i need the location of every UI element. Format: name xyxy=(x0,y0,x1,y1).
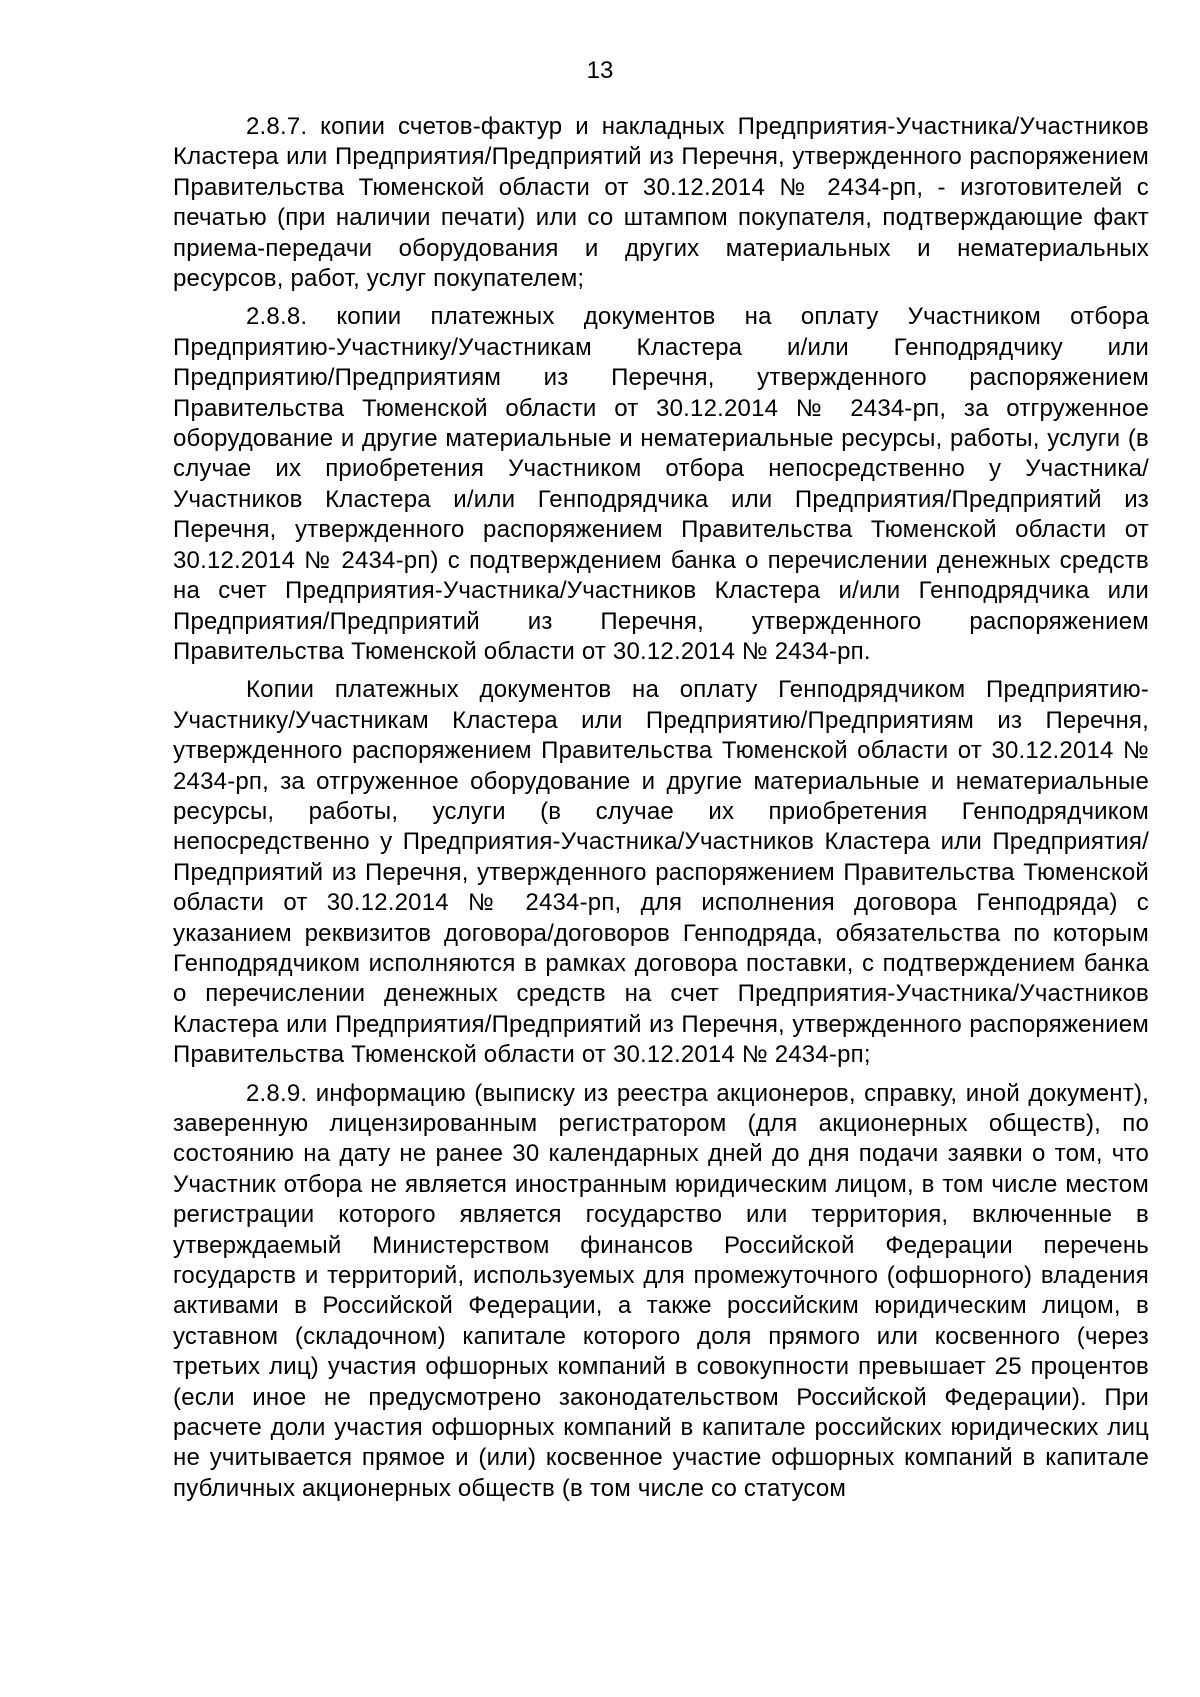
paragraph-2-8-7: 2.8.7. копии счетов-фактур и накладных Предприятия-Участника/Участников Кластера или Предприятия/Предприятий из Перечня, утвержденного распоряжением Правительства Тюменской области от 30.12.2014 № 2434-рп, - изготовителей с печатью (при наличии печати) или со штампом покупателя, подтверждающие факт приема-передачи оборудования и других материальных и нематериальных ресурсов, работ, услуг покупателем; xyxy=(173,113,1149,293)
paragraph-2-8-9: 2.8.9. информацию (выписку из реестра акционеров, справку, иной документ), заверенную лицензированным регистратором (для акционерных обществ), по состоянию на дату не ранее 30 календарных дней до дня подачи заявки о том, что Участник отбора не является иностранным юридическим лицом, в том числе местом регистрации которого является государство или территория, включенные в утверждаемый Министерством финансов Российской Федерации перечень государств и территорий, используемых для промежуточного (офшорного) владения активами в Российской Федерации, а также российским юридическим лицом, в уставном (складочном) капитале которого доля прямого или косвенного (через третьих лиц) участия офшорных компаний в совокупности превышает 25 процентов (если иное не предусмотрено законодательством Российской Федерации). При расчете доли участия офшорных компаний в капитале российских юридических лиц не учитывается прямое и (или) косвенное участие офшорных компаний в капитале публичных акционерных обществ (в том числе со статусом xyxy=(173,1079,1149,1502)
document-body xyxy=(173,112,1149,1512)
paragraph-payment-copies: Копии платежных документов на оплату Генподрядчиком Предприятию-Участнику/Участникам Кластера или Предприятию/Предприятиям из Перечня, утвержденного распоряжением Правительства Тюменской области от 30.12.2014 № 2434-рп, за отгруженное оборудование и другие материальные и нематериальные ресурсы, работы, услуги (в случае их приобретения Генподрядчиком непосредственно у Предприятия-Участника/Участников Кластера или Предприятия/Предприятий из Перечня, утвержденного распоряжением Правительства Тюменской области от 30.12.2014 № 2434-рп, для исполнения договора Генподряда) с указанием реквизитов договора/договоров Генподряда, обязательства по которым Генподрядчиком исполняются в рамках договора поставки, с подтверждением банка о перечислении денежных средств на счет Предприятия-Участника/Участников Кластера или Предприятия/Предприятий из Перечня, утвержденного распоряжением Правительства Тюменской области от 30.12.2014 № 2434-рп; xyxy=(173,676,1149,1069)
page-number: 13 xyxy=(586,57,614,84)
paragraph-2-8-8: 2.8.8. копии платежных документов на оплату Участником отбора Предприятию-Участнику/Участникам Кластера и/или Генподрядчику или Предприятию/Предприятиям из Перечня, утвержденного распоряжением Правительства Тюменской области от 30.12.2014 № 2434-рп, за отгруженное оборудование и другие материальные и нематериальные ресурсы, работы, услуги (в случае их приобретения Участником отбора непосредственно у Участника/Участников Кластера и/или Генподрядчика или Предприятия/Предприятий из Перечня, утвержденного распоряжением Правительства Тюменской области от 30.12.2014 № 2434-рп) с подтверждением банка о перечислении денежных средств на счет Предприятия-Участника/Участников Кластера и/или Генподрядчика или Предприятия/Предприятий из Перечня, утвержденного распоряжением Правительства Тюменской области от 30.12.2014 № 2434-рп. xyxy=(173,303,1149,665)
